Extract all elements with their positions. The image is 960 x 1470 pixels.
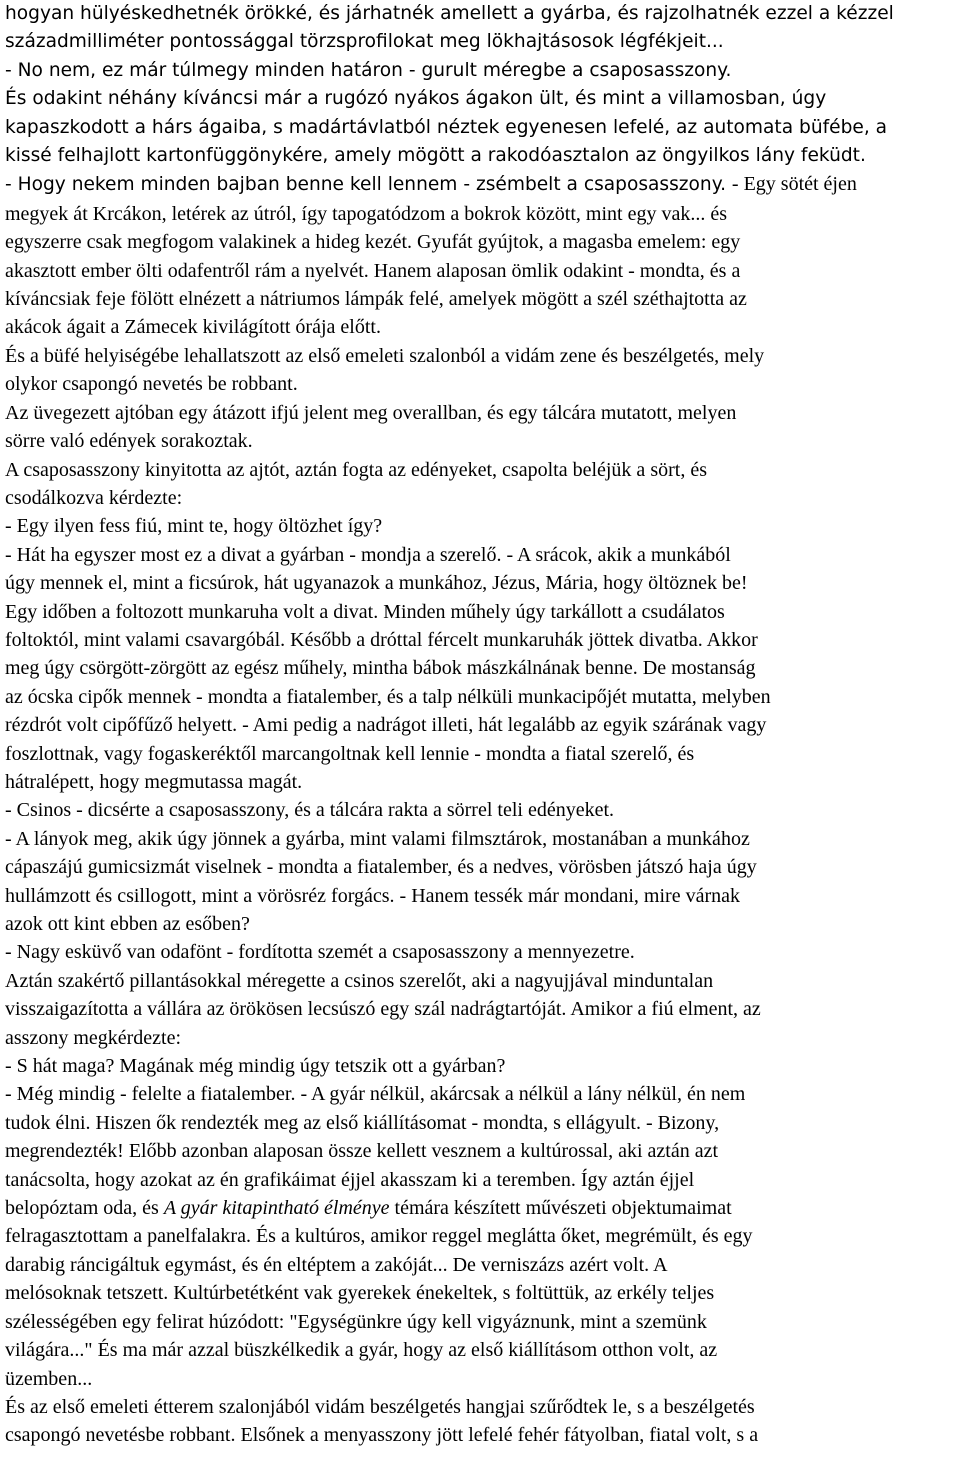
text-line: - A lányok meg, akik úgy jönnek a gyárba, mint valami filmsztárok, mostanában a munkához bbox=[5, 827, 750, 850]
text-line: kissé felhajlott kartonfüggönykére, amely mögött a rakodóasztalon az öngyilkos lány feküdt. bbox=[5, 145, 866, 167]
text-line: rézdrót volt cipőfűző helyett. - Ami pedig a nadrágot illeti, hát legalább az egyik szárának vagy bbox=[5, 714, 767, 737]
text-line: megyek át Krcákon, letérek az útról, így tapogatódzom a bokrok között, mint egy vak... és bbox=[5, 202, 728, 225]
text-line: cápaszájú gumicsizmát viselnek - mondta a fiatalember, és a nedves, vörösben játszó haja úgy bbox=[5, 856, 757, 879]
text-line: megrendezték! Előbb azonban alaposan össze kellett vesznem a kultúrossal, aki aztán azt bbox=[5, 1140, 719, 1163]
text-segment: témára készített művészeti objektumaimat bbox=[389, 1197, 732, 1220]
text-line: És a büfé helyiségébe lehallatszott az első emeleti szalonból a vidám zene és beszélgetés, mely bbox=[5, 344, 765, 367]
text-line: foltoktól, mint valami csavargóbál. Később a dróttal fércelt munkaruhák jöttek divatba. Akkor bbox=[5, 628, 758, 651]
text-line: az ócska cipők mennek - mondta a fiatalember, és a talp nélküli munkacipőjét mutatta, melyben bbox=[5, 685, 771, 708]
text-line: darabig ráncigáltuk egymást, és én eltéptem a zakóját... De verniszázs azért volt. A bbox=[5, 1253, 668, 1276]
text-line: hullámzott és csillogott, mint a vörösréz forgács. - Hanem tessék már mondani, mire várnak bbox=[5, 884, 740, 907]
text-line: úgy mennek el, mint a ficsúrok, hát ugyanazok a munkához, Jézus, Mária, hogy öltöznek be! bbox=[5, 572, 748, 595]
text-line: - Csinos - dicsérte a csaposasszony, és a tálcára rakta a sörrel teli edényeket. bbox=[5, 799, 615, 822]
text-line: világára..." És ma már azzal büszkélkedik a gyár, hogy az első kiállításom otthon volt, az bbox=[5, 1339, 718, 1362]
text-line: olykor csapongó nevetés be robbant. bbox=[5, 373, 298, 396]
text-line: Egy időben a foltozott munkaruha volt a divat. Minden műhely úgy tarkállott a csudálatos bbox=[5, 600, 725, 623]
text-line: hogyan hülyéskedhetnék örökké, és járhatnék amellett a gyárba, és rajzolhatnék ezzel a kézzel bbox=[5, 3, 894, 24]
text-line: meg úgy csörgött-zörgött az egész műhely, mintha bábok mászkálnának benne. De mostanság bbox=[5, 657, 756, 680]
text-segment: belopóztam oda, és bbox=[5, 1197, 164, 1220]
exhibition-title: A gyár kitapintható élménye bbox=[163, 1197, 390, 1220]
text-line: üzemben... bbox=[5, 1367, 93, 1390]
text-line-with-title bbox=[5, 1194, 957, 1222]
text-line: szélességében egy felirat húzódott: "Egységünkre úgy kell vigyáznunk, mint a szemünk bbox=[5, 1310, 707, 1333]
text-line: - No nem, ez már túlmegy minden határon - gurult méregbe a csaposasszony. bbox=[5, 59, 732, 81]
text-segment-sans: - Hogy nekem minden bajban benne kell lennem - zsémbelt a csaposasszony. bbox=[5, 174, 726, 196]
text-line: tanácsolta, hogy azokat az én grafikáimat éjjel akasszam ki a teremben. Így aztán éjjel bbox=[5, 1168, 695, 1191]
text-line: - Még mindig - felelte a fiatalember. - A gyár nélkül, akárcsak a nélkül a lány nélkül, én nem bbox=[5, 1083, 746, 1106]
text-line: csodálkozva kérdezte: bbox=[5, 486, 183, 509]
text-line: visszaigazította a vállára az örökösen lecsúszó egy szál nadrágtartóját. Amikor a fiú elment, az bbox=[5, 998, 761, 1021]
text-line: akasztott ember ölti odafentről rám a nyelvét. Hanem alaposan ömlik odakint - mondta, és a bbox=[5, 259, 741, 282]
text-line: felragasztottam a panelfalakra. És a kultúros, amikor reggel meglátta őket, megrémült, és egy bbox=[5, 1225, 753, 1248]
text-line: És odakint néhány kíváncsi már a rugózó nyákos ágakon ült, és mint a villamosban, úgy bbox=[5, 88, 827, 110]
text-line: - Nagy esküvő van odafönt - fordította szemét a csaposasszony a mennyezetre. bbox=[5, 941, 635, 964]
text-line: sörre való edények sorakoztak. bbox=[5, 430, 253, 453]
text-line: melósoknak tetszett. Kultúrbetétként vak gyerekek énekeltek, s foltüttük, az erkély teljes bbox=[5, 1282, 715, 1305]
paragraph-sans bbox=[5, 0, 957, 200]
text-line: foszlottnak, vagy fogaskeréktől marcangoltnak kell lennie - mondta a fiatal szerelő, és bbox=[5, 742, 695, 765]
text-line: - S hát maga? Magának még mindig úgy tetszik ott a gyárban? bbox=[5, 1055, 506, 1078]
text-line: kíváncsiak feje fölött elnézett a nátriumos lámpák felé, amelyek mögött a szél széthajtotta az bbox=[5, 288, 747, 311]
text-line: Aztán szakértő pillantásokkal méregette a csinos szerelőt, aki a nagyujjával minduntalan bbox=[5, 969, 714, 992]
text-segment-serif: - Egy sötét éjen bbox=[731, 173, 857, 196]
text-line: kapaszkodott a hárs ágaiba, s madártávlatból néztek egyenesen lefelé, az automata büfébe, a bbox=[5, 116, 888, 138]
text-line: - Egy ilyen fess fiú, mint te, hogy öltözhet így? bbox=[5, 515, 383, 538]
text-line: asszony megkérdezte: bbox=[5, 1026, 182, 1049]
text-line: - Hát ha egyszer most ez a divat a gyárban - mondja a szerelő. - A srácok, akik a munkából bbox=[5, 543, 731, 566]
text-line: akácok ágait a Zámecek kivilágított órája előtt. bbox=[5, 316, 381, 339]
text-line: A csaposasszony kinyitotta az ajtót, aztán fogta az edényeket, csapolta beléjük a sört, és bbox=[5, 458, 707, 481]
text-line: azok ott kint ebben az esőben? bbox=[5, 913, 250, 935]
text-line: És az első emeleti étterem szalonjából vidám beszélgetés hangjai szűrődtek le, s a beszélgetés bbox=[5, 1395, 755, 1418]
text-line: tudok élni. Hiszen ők rendezték meg az első kiállításomat - mondta, s ellágyult. - Bizony, bbox=[5, 1111, 720, 1134]
text-line-mixed bbox=[5, 170, 957, 199]
text-line: csapongó nevetésbe robbant. Elsőnek a menyasszony jött lefelé fehér fátyolban, fiatal volt, s a bbox=[5, 1424, 759, 1447]
text-line: századmilliméter pontossággal törzsprofilokat meg lökhajtásosok légfékjeit... bbox=[5, 31, 724, 53]
text-line: Az üvegezett ajtóban egy átázott ifjú jelent meg overallban, és egy tálcára mutatott, melyen bbox=[5, 401, 737, 424]
text-line: hátralépett, hogy megmutassa magát. bbox=[5, 770, 303, 793]
text-line: egyszerre csak megfogom valakinek a hideg kezét. Gyufát gyújtok, a magasba emelem: egy bbox=[5, 231, 741, 254]
paragraph-serif bbox=[5, 200, 957, 1450]
